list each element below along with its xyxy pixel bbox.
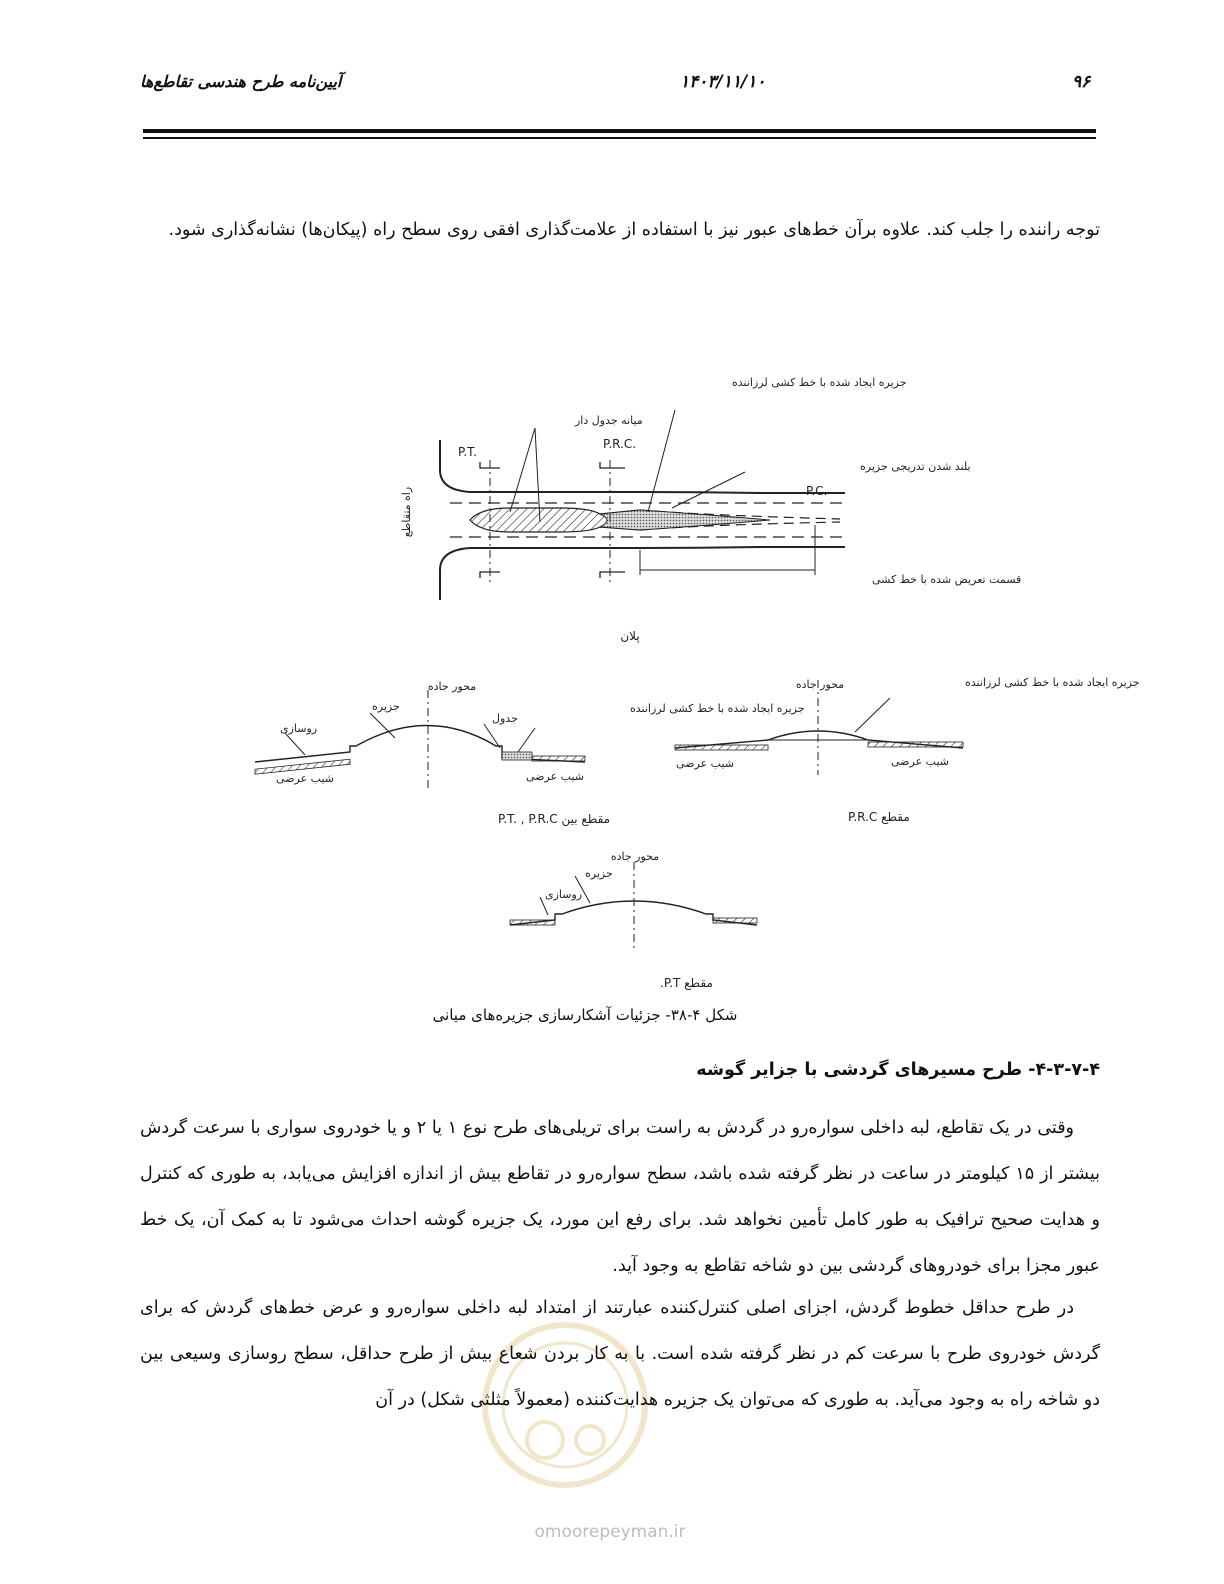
section-pt-view bbox=[510, 850, 757, 990]
plan-label-crossroad: راه متقاطع bbox=[400, 486, 413, 538]
header-date: ۱۴۰۳/۱۱/۱۰ bbox=[680, 72, 766, 92]
plan-label-prc: P.R.C. bbox=[603, 437, 637, 451]
plan-view bbox=[400, 376, 1021, 643]
page-number: ۹۶ bbox=[1072, 72, 1091, 92]
header-title: آیین‌نامه طرح هندسی تقاطع‌ها bbox=[140, 72, 342, 91]
prc-title: مقطع P.R.C bbox=[848, 810, 910, 824]
prc-label-slope-right: شیب عرضی bbox=[891, 755, 949, 768]
plan-title: پلان bbox=[620, 629, 640, 643]
section-prc-view bbox=[675, 676, 1140, 824]
prc-label-slope-left: شیب عرضی bbox=[676, 757, 734, 770]
sb-label-curb: جدول bbox=[492, 712, 518, 725]
sb-label-axis: محور جاده bbox=[427, 680, 477, 693]
sb-label-island: جزیره bbox=[372, 700, 400, 713]
plan-label-marked-section: قسمت تعریض شده با خط کشی bbox=[872, 573, 1022, 586]
paragraph-minimum-design: در طرح حداقل خطوط گردش، اجزای اصلی کنترل‌کننده عبارتند از امتداد لبه داخلی سواره‌رو و عرض خط‌های گردش که برای گردش خودروی طرح با سرعت کم در نظر گرفته شده است. با به کار بردن شعاع بیش از طرح حداقل، سطح روسازی وسیعی بین دو شاخه راه به وجود می‌آید. به طوری که می‌توان یک جزیره هدایت‌کننده (معمولاً مثلثی شکل) در آن bbox=[140, 1298, 1100, 1410]
plan-label-median: میانه جدول دار bbox=[575, 414, 643, 427]
prc-label-axis: محور جاده bbox=[795, 678, 845, 691]
sb-label-slope-left: شیب عرضی bbox=[276, 772, 334, 785]
pt-label-island: جزیره bbox=[585, 867, 613, 880]
paragraph-intro: توجه راننده را جلب کند. علاوه برآن خط‌های عبور نیز با استفاده از علامت‌گذاری افقی روی سطح راه (پیکان‌ها) نشانه‌گذاری شود. bbox=[168, 220, 1100, 240]
plan-label-gradual-rise: بلند شدن تدریجی جزیره bbox=[860, 460, 971, 473]
section-heading: ۴-۳-۷-۴- طرح مسیرهای گردشی با جزایر گوشه bbox=[696, 1060, 1100, 1080]
sb-title: مقطع بین P.T. , P.R.C bbox=[498, 812, 611, 826]
figure-caption: شکل ۴-۳۸- جزئیات آشکارسازی جزیره‌های میانی bbox=[432, 1006, 738, 1024]
section-between-view bbox=[255, 680, 805, 827]
pt-label-pavement: روسازی bbox=[545, 888, 583, 901]
prc-label-rumble-island: جزیره ایجاد شده با خط کشی لرزاننده bbox=[965, 676, 1140, 689]
plan-label-pc: P.C. bbox=[806, 484, 828, 498]
sb-label-pavement: روسازی bbox=[280, 722, 318, 735]
pt-label-axis: محور جاده bbox=[610, 850, 660, 863]
sb-label-rumble-island: جزیره ایجاد شده با خط کشی لرزاننده bbox=[630, 702, 805, 715]
watermark-site: omoorepeyman.ir bbox=[534, 1522, 686, 1542]
plan-label-rumble-island: جزیره ایجاد شده با خط کشی لرزاننده bbox=[732, 376, 907, 389]
pt-title: مقطع P.T. bbox=[660, 976, 713, 990]
paragraph-corner-islands: وقتی در یک تقاطع، لبه داخلی سواره‌رو در گردش به راست برای تریلی‌های طرح نوع ۱ یا ۲ و یا خودروی سواری با سرعت گردش بیشتر از ۱۵ کیلومتر در ساعت در نظر گرفته شده باشد، سطح سواره‌رو در تقاطع بیش از اندازه افزایش می‌یابد، به طوری که کنترل و هدایت صحیح ترافیک به طور کامل تأمین نخواهد شد. برای رفع این مورد، یک جزیره گوشه احداث می‌شود تا به کمک آن، یک خط عبور مجزا برای خودروهای گردشی بین دو شاخه تقاطع به وجود آید. bbox=[140, 1118, 1101, 1276]
plan-label-pt: P.T. bbox=[458, 445, 477, 459]
sb-label-slope-right: شیب عرضی bbox=[526, 770, 584, 783]
